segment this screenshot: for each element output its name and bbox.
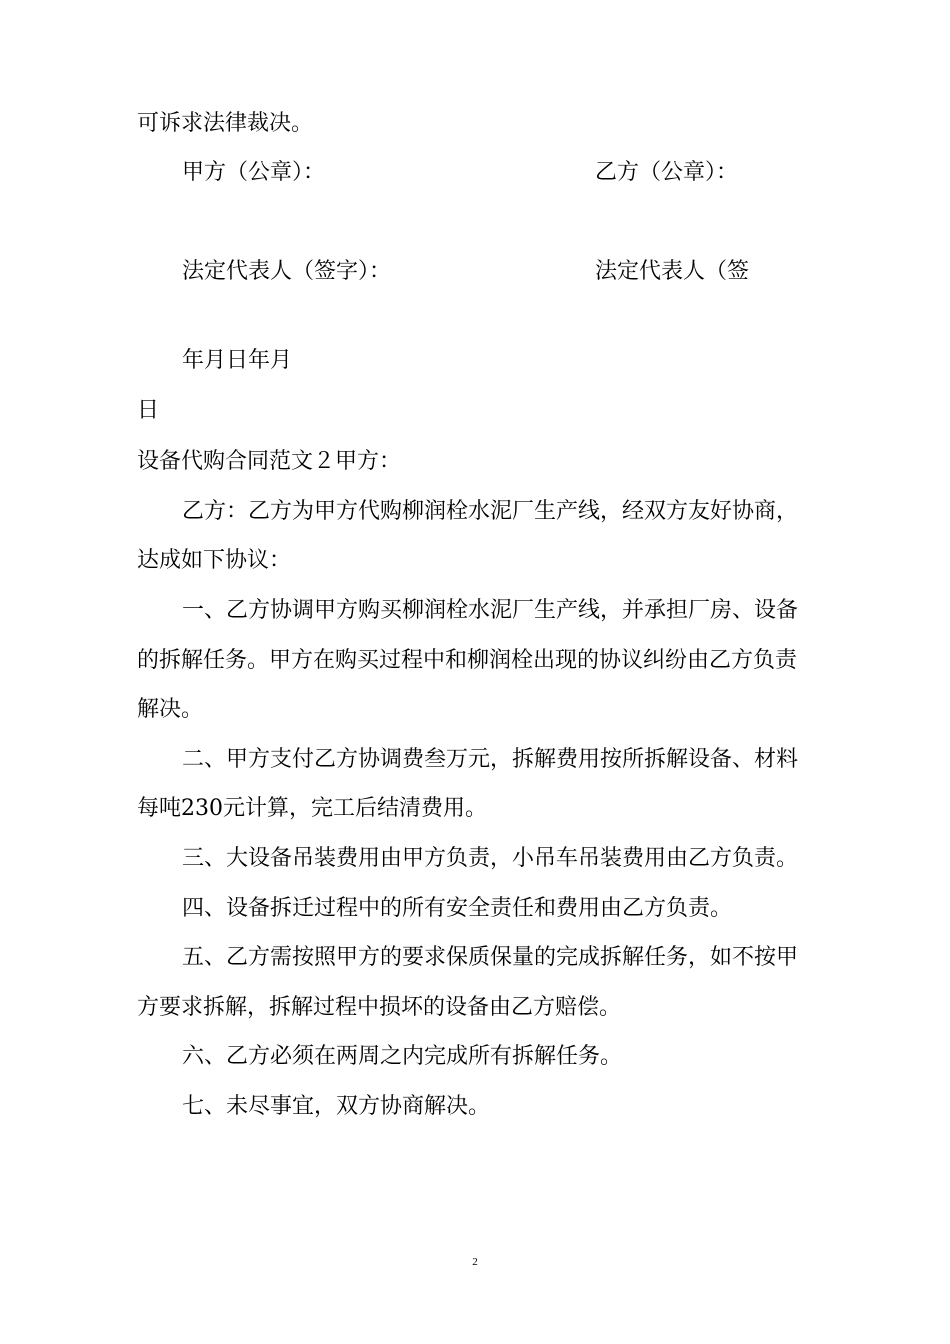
- party-b-seal-label: 乙方（公章）：: [595, 160, 739, 185]
- party-b-representative-label: 法定代表人（签: [595, 259, 750, 284]
- party-a-representative-label: 法定代表人（签字）：: [182, 259, 392, 284]
- clause-1-line-1: 一、乙方协调甲方购买柳润栓水泥厂生产线，并承担厂房、设备: [182, 598, 799, 623]
- date-line: 年月日年月: [182, 348, 293, 373]
- intro-line-2: 达成如下协议：: [137, 548, 292, 573]
- date-day: 日: [137, 398, 160, 423]
- clause-6: 六、乙方必须在两周之内完成所有拆解任务。: [182, 1044, 623, 1069]
- clause-1-line-2: 的拆解任务。甲方在购买过程中和柳润栓出现的协议纠纷由乙方负责: [137, 648, 798, 673]
- clause-5-line-2: 方要求拆解，拆解过程中损坏的设备由乙方赔偿。: [137, 995, 622, 1020]
- page-number: 2: [472, 1256, 478, 1268]
- party-a-seal-label: 甲方（公章）：: [182, 160, 326, 185]
- clause-5-line-1: 五、乙方需按照甲方的要求保质保量的完成拆解任务，如不按甲: [182, 945, 799, 970]
- intro-line-1: 乙方：乙方为甲方代购柳润栓水泥厂生产线，经双方友好协商，: [182, 499, 799, 524]
- clause-1-line-3: 解决。: [137, 697, 204, 722]
- continuation-line: 可诉求法律裁决。: [137, 111, 314, 136]
- clause-3: 三、大设备吊装费用由甲方负责，小吊车吊装费用由乙方负责。: [182, 846, 799, 871]
- contract-heading: 设备代购合同范文２甲方：: [137, 449, 402, 474]
- clause-7: 七、未尽事宜，双方协商解决。: [182, 1094, 491, 1119]
- clause-2-line-2: 每吨230元计算，完工后结清费用。: [137, 796, 487, 821]
- clause-2-line-1: 二、甲方支付乙方协调费叁万元，拆解费用按所拆解设备、材料: [182, 747, 799, 772]
- clause-4: 四、设备拆迁过程中的所有安全责任和费用由乙方负责。: [182, 896, 733, 921]
